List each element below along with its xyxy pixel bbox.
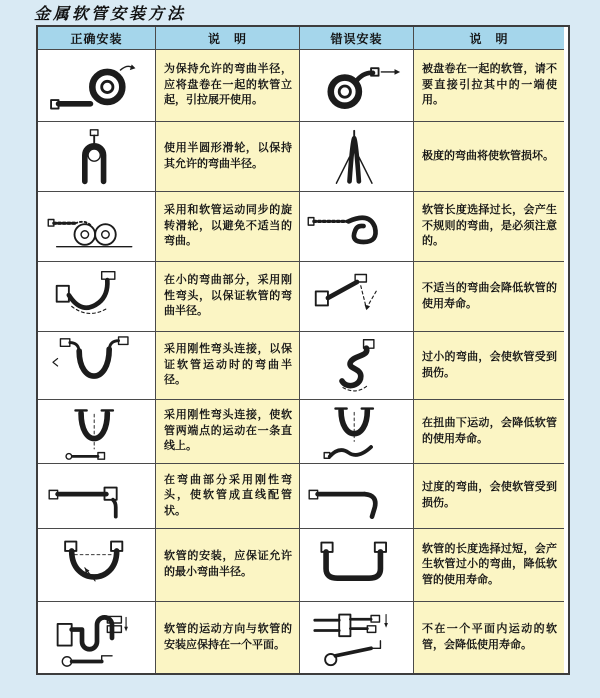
correct-note-text: 在弯曲部分采用刚性弯头，使软管成直线配管状。 bbox=[164, 473, 292, 517]
table-row bbox=[38, 464, 568, 529]
correct-illustration-cell bbox=[38, 262, 156, 332]
wrong-note-text: 过小的弯曲，会使软管受到损伤。 bbox=[422, 350, 557, 379]
header-correct-note: 说 明 bbox=[156, 27, 300, 50]
correct-note-text: 在小的弯曲部分，采用刚性弯头，以保证软管的弯曲半径。 bbox=[164, 274, 292, 318]
page-title: 金属软管安装方法 bbox=[34, 4, 187, 23]
hose-coil-extended-sketch bbox=[45, 56, 149, 116]
correct-note-text: 软管的运动方向与软管的安装应保持在一个平面。 bbox=[164, 622, 292, 651]
extreme-bend-sketch bbox=[305, 127, 409, 187]
overbent-corner-sketch bbox=[305, 466, 409, 526]
improper-bend-sketch bbox=[305, 267, 409, 327]
correct-note-cell bbox=[156, 262, 300, 332]
wrong-note-text: 软管长度选择过长，会产生不规则的弯曲，是必须注意的。 bbox=[422, 204, 557, 248]
wrong-illustration-cell bbox=[300, 122, 414, 192]
wrong-note-text: 过度的弯曲，会使软管受到损伤。 bbox=[422, 481, 557, 509]
tight-hook-bend-sketch bbox=[305, 336, 409, 396]
table-row bbox=[38, 50, 568, 122]
correct-illustration-cell bbox=[38, 529, 156, 602]
table-row bbox=[38, 602, 568, 673]
correct-illustration-cell bbox=[38, 192, 156, 262]
rigid-elbow-small-bend-sketch bbox=[45, 267, 149, 327]
table-row bbox=[38, 529, 568, 602]
correct-note-text: 采用和软管运动同步的旋转滑轮，以避免不适当的弯曲。 bbox=[164, 204, 292, 248]
same-plane-trap-sketch bbox=[45, 608, 149, 668]
correct-illustration-cell bbox=[38, 50, 156, 122]
wrong-illustration-cell bbox=[300, 332, 414, 400]
wrong-note-text: 不适当的弯曲会降低软管的使用寿命。 bbox=[422, 281, 557, 310]
wrong-illustration-cell bbox=[300, 529, 414, 602]
wrong-note-cell bbox=[414, 529, 564, 602]
correct-illustration-cell bbox=[38, 122, 156, 192]
correct-illustration-cell bbox=[38, 602, 156, 673]
correct-note-text: 为保持允许的弯曲半径，应将盘卷在一起的软管立起，引拉展开使用。 bbox=[164, 63, 292, 107]
different-plane-sketch bbox=[305, 608, 409, 668]
installation-table bbox=[36, 25, 570, 675]
sync-rollers-sketch bbox=[45, 197, 149, 257]
correct-note-cell bbox=[156, 122, 300, 192]
wrong-illustration-cell bbox=[300, 50, 414, 122]
correct-note-text: 使用半圆形滑轮，以保持其允许的弯曲半径。 bbox=[164, 141, 292, 170]
table-row bbox=[38, 262, 568, 332]
correct-note-cell bbox=[156, 332, 300, 400]
table-row bbox=[38, 192, 568, 262]
straight-run-elbow-sketch bbox=[45, 466, 149, 526]
wrong-illustration-cell bbox=[300, 400, 414, 464]
wrong-note-cell bbox=[414, 602, 564, 673]
correct-note-cell bbox=[156, 50, 300, 122]
u-min-radius-sketch bbox=[45, 535, 149, 595]
wrong-note-text: 极度的弯曲将使软管损坏。 bbox=[422, 149, 554, 162]
header-correct-install: 正确安装 bbox=[38, 27, 156, 50]
table-row bbox=[38, 400, 568, 464]
wrong-illustration-cell bbox=[300, 192, 414, 262]
wrong-note-text: 在扭曲下运动，会降低软管的使用寿命。 bbox=[422, 416, 557, 445]
wrong-note-cell bbox=[414, 192, 564, 262]
correct-note-text: 软管的安装，应保证允许的最小弯曲半径。 bbox=[164, 550, 292, 578]
correct-note-cell bbox=[156, 192, 300, 262]
correct-note-cell bbox=[156, 400, 300, 464]
wrong-note-text: 被盘卷在一起的软管，请不要直接引拉其中的一端使用。 bbox=[422, 63, 557, 107]
correct-note-text: 采用刚性弯头连接，使软管两端点的运动在一条直线上。 bbox=[164, 409, 292, 453]
wrong-note-text: 不在一个平面内运动的软管，会降低使用寿命。 bbox=[422, 622, 557, 651]
u-bend-rigid-elbows-sketch bbox=[45, 336, 149, 396]
semicircular-pulley-sketch bbox=[45, 127, 149, 187]
correct-illustration-cell bbox=[38, 332, 156, 400]
wrong-illustration-cell bbox=[300, 602, 414, 673]
header-wrong-note: 说 明 bbox=[414, 27, 564, 50]
wrong-note-cell bbox=[414, 400, 564, 464]
table-row bbox=[38, 332, 568, 400]
correct-note-cell bbox=[156, 464, 300, 529]
wrong-note-cell bbox=[414, 262, 564, 332]
u-bend-inline-sketch bbox=[45, 402, 149, 462]
u-bend-twisted-sketch bbox=[305, 402, 409, 462]
wrong-note-cell bbox=[414, 464, 564, 529]
correct-illustration-cell bbox=[38, 464, 156, 529]
wrong-note-cell bbox=[414, 332, 564, 400]
correct-note-cell bbox=[156, 602, 300, 673]
correct-note-cell bbox=[156, 529, 300, 602]
correct-note-text: 采用刚性弯头连接，以保证软管运动时的弯曲半径。 bbox=[164, 343, 292, 387]
wrong-note-cell bbox=[414, 122, 564, 192]
table-body bbox=[38, 50, 568, 673]
wrong-note-cell bbox=[414, 50, 564, 122]
irregular-bend-sketch bbox=[305, 197, 409, 257]
hose-coil-pulled-sketch bbox=[305, 56, 409, 116]
correct-illustration-cell bbox=[38, 400, 156, 464]
table-header-row bbox=[38, 27, 568, 50]
wrong-illustration-cell bbox=[300, 464, 414, 529]
header-wrong-install: 错误安装 bbox=[300, 27, 414, 50]
wrong-note-text: 软管的长度选择过短，会产生软管过小的弯曲，降低软管的使用寿命。 bbox=[422, 542, 557, 586]
wrong-illustration-cell bbox=[300, 262, 414, 332]
table-row bbox=[38, 122, 568, 192]
short-hose-sharp-u-sketch bbox=[305, 535, 409, 595]
